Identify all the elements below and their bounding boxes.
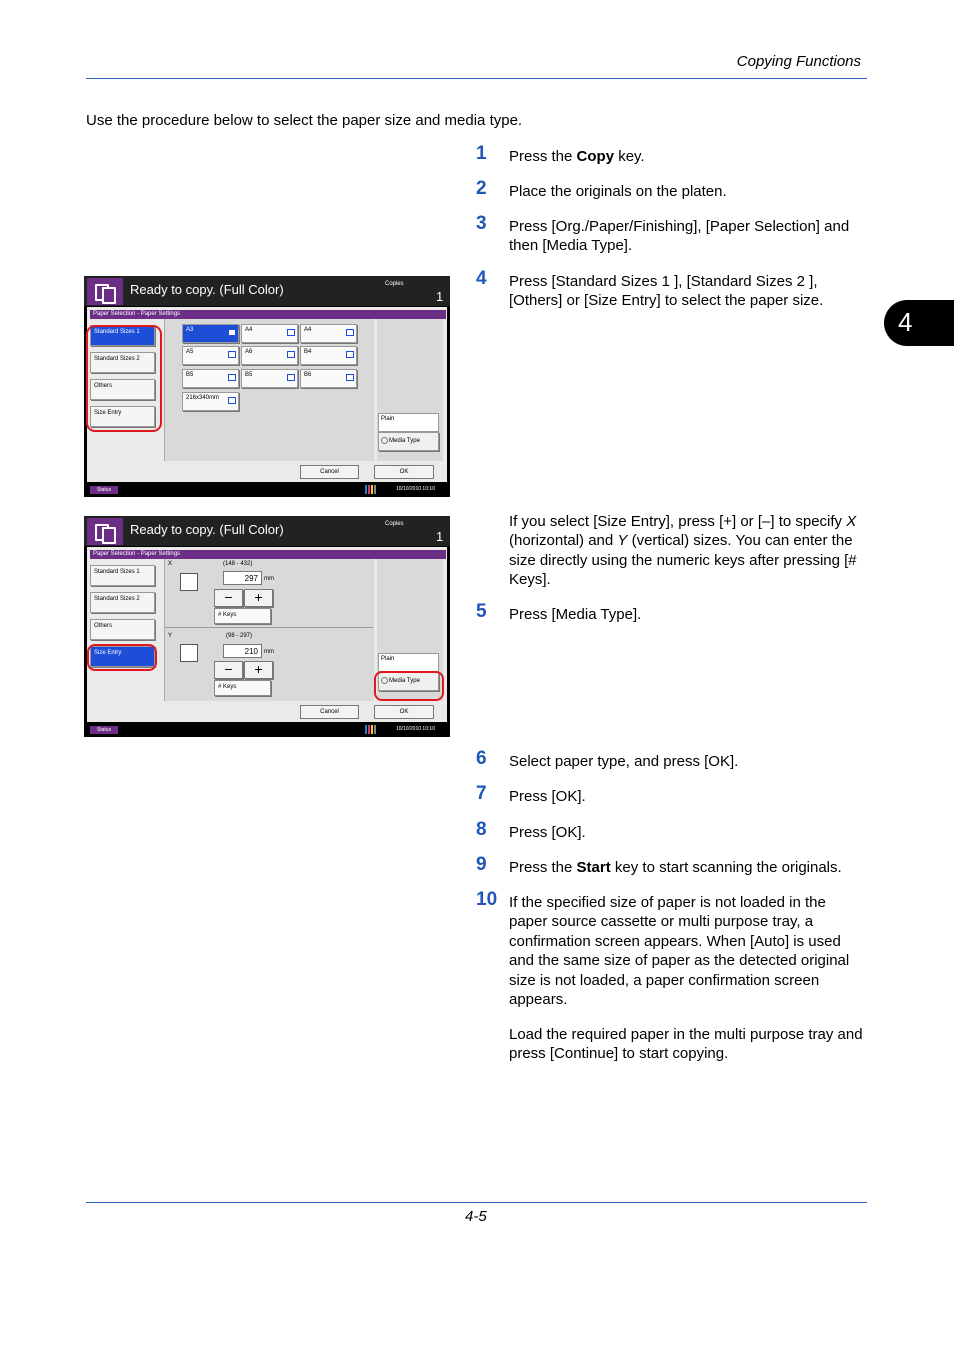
- highlight-ring: [374, 671, 444, 701]
- y-unit: mm: [264, 649, 274, 655]
- copy-document-icon: [87, 278, 123, 305]
- size-b5-button[interactable]: B5: [182, 369, 239, 388]
- screen-size-entry: [84, 516, 450, 737]
- datetime: 10/10/2010 10:10: [396, 486, 435, 492]
- footer-rule: [86, 1202, 867, 1203]
- page-number: 4-5: [465, 1208, 487, 1225]
- size-entry-button[interactable]: Size Entry: [90, 406, 155, 427]
- radio-icon: [381, 437, 388, 444]
- media-type-button[interactable]: Media Type: [378, 432, 439, 451]
- copies-label: Copies: [385, 281, 404, 287]
- y-range: (98 - 297): [226, 633, 253, 639]
- media-type-button[interactable]: Media Type: [378, 672, 439, 691]
- y-plus-button[interactable]: +: [244, 661, 273, 679]
- paper-orientation-icon: [346, 329, 354, 336]
- paper-orientation-icon: [287, 374, 295, 381]
- y-keys-button[interactable]: # Keys: [214, 680, 271, 696]
- paper-orientation-icon: [287, 329, 295, 336]
- section-title: Paper Selection - Paper Settings: [90, 550, 446, 559]
- step-6: 6 Select paper type, and press [OK].: [476, 748, 739, 770]
- x-value-field[interactable]: 297: [223, 571, 262, 585]
- size-b6-button[interactable]: B6: [300, 369, 357, 388]
- paper-orientation-icon: [228, 374, 236, 381]
- step-10-note: Load the required paper in the multi purpose tray and press [Continue] to start copying.: [509, 1026, 863, 1063]
- size-entry-panel: [164, 559, 374, 701]
- x-label: X: [168, 561, 173, 567]
- chapter-tab: 4: [884, 300, 954, 346]
- cancel-button[interactable]: Cancel: [300, 705, 359, 719]
- paper-orientation-icon: [346, 374, 354, 381]
- header-title: Copying Functions: [736, 53, 861, 70]
- size-b5r-button[interactable]: B5: [241, 369, 298, 388]
- step-2: 2 Place the originals on the platen.: [476, 178, 727, 200]
- paper-orientation-icon: [346, 351, 354, 358]
- ok-button[interactable]: OK: [374, 465, 434, 479]
- x-keys-button[interactable]: # Keys: [214, 608, 271, 624]
- status-button[interactable]: Status: [90, 486, 118, 494]
- paper-orientation-icon: [228, 329, 236, 336]
- toner-level-icon: [365, 485, 377, 494]
- media-type-value: Plain: [378, 653, 439, 672]
- others-button[interactable]: Others: [90, 619, 155, 640]
- paper-x-icon: [180, 573, 198, 591]
- screen-title: Ready to copy. (Full Color): [130, 522, 284, 537]
- size-a4-button[interactable]: A4: [241, 324, 298, 343]
- toner-level-icon: [365, 725, 377, 734]
- step-7: 7 Press [OK].: [476, 783, 586, 805]
- size-a6-button[interactable]: A6: [241, 346, 298, 365]
- x-range: (148 - 432): [223, 561, 253, 567]
- y-value-field[interactable]: 210: [223, 644, 262, 658]
- screen-paper-selection: [84, 276, 450, 497]
- paper-orientation-icon: [287, 351, 295, 358]
- divider: [165, 627, 373, 628]
- header-rule: [86, 78, 867, 79]
- status-button[interactable]: Status: [90, 726, 118, 734]
- y-label: Y: [168, 633, 173, 639]
- paper-y-icon: [180, 644, 198, 662]
- size-panel: [164, 319, 374, 461]
- others-button[interactable]: Others: [90, 379, 155, 400]
- x-unit: mm: [264, 576, 274, 582]
- standard-sizes-2-button[interactable]: Standard Sizes 2: [90, 352, 155, 373]
- standard-sizes-1-button[interactable]: Standard Sizes 1: [90, 565, 155, 586]
- step-3: 3 Press [Org./Paper/Finishing], [Paper Selection] and then [Media Type].: [476, 213, 850, 255]
- x-plus-button[interactable]: +: [244, 589, 273, 607]
- section-title: Paper Selection - Paper Settings: [90, 310, 446, 319]
- step-5: 5 Press [Media Type].: [476, 601, 642, 623]
- size-a4r-button[interactable]: A4: [300, 324, 357, 343]
- size-a5-button[interactable]: A5: [182, 346, 239, 365]
- step-10: 10 If the specified size of paper is not loaded in the paper source cassette or multi purpose tray, a confirmation screen appears. When [Auto] is used and the same size of paper as the detected original size is not loaded, a paper confirmation screen appears.: [476, 889, 850, 1009]
- size-a3-button[interactable]: A3: [182, 324, 239, 343]
- step-4: 4 Press [Standard Sizes 1 ], [Standard Sizes 2 ], [Others] or [Size Entry] to select the paper size.: [476, 268, 824, 310]
- size-b4-button[interactable]: B4: [300, 346, 357, 365]
- ok-button[interactable]: OK: [374, 705, 434, 719]
- intro-text: Use the procedure below to select the paper size and media type.: [86, 112, 523, 129]
- media-type-value: Plain: [378, 413, 439, 432]
- copies-label: Copies: [385, 521, 404, 527]
- size-entry-button[interactable]: Size Entry: [90, 646, 155, 667]
- size-216x340-button[interactable]: 216x340mm: [182, 392, 239, 411]
- copy-document-icon: [87, 518, 123, 545]
- standard-sizes-2-button[interactable]: Standard Sizes 2: [90, 592, 155, 613]
- datetime: 10/10/2010 10:10: [396, 726, 435, 732]
- step-4-note: If you select [Size Entry], press [+] or [–] to specify X (horizontal) and Y (vertical) sizes. You can enter the size directly using the numeric keys after pressing [# Keys].: [509, 513, 857, 589]
- step-8: 8 Press [OK].: [476, 819, 586, 841]
- screen-title: Ready to copy. (Full Color): [130, 282, 284, 297]
- x-minus-button[interactable]: −: [214, 589, 243, 607]
- copies-value: 1: [436, 529, 444, 544]
- copies-value: 1: [436, 289, 444, 304]
- cancel-button[interactable]: Cancel: [300, 465, 359, 479]
- y-minus-button[interactable]: −: [214, 661, 243, 679]
- step-9: 9 Press the Start key to start scanning the originals.: [476, 854, 842, 876]
- highlight-ring: [86, 325, 162, 432]
- paper-orientation-icon: [228, 397, 236, 404]
- step-1: 1 Press the Copy key.: [476, 143, 645, 165]
- paper-orientation-icon: [228, 351, 236, 358]
- standard-sizes-1-button[interactable]: Standard Sizes 1: [90, 325, 155, 346]
- highlight-ring: [87, 644, 157, 671]
